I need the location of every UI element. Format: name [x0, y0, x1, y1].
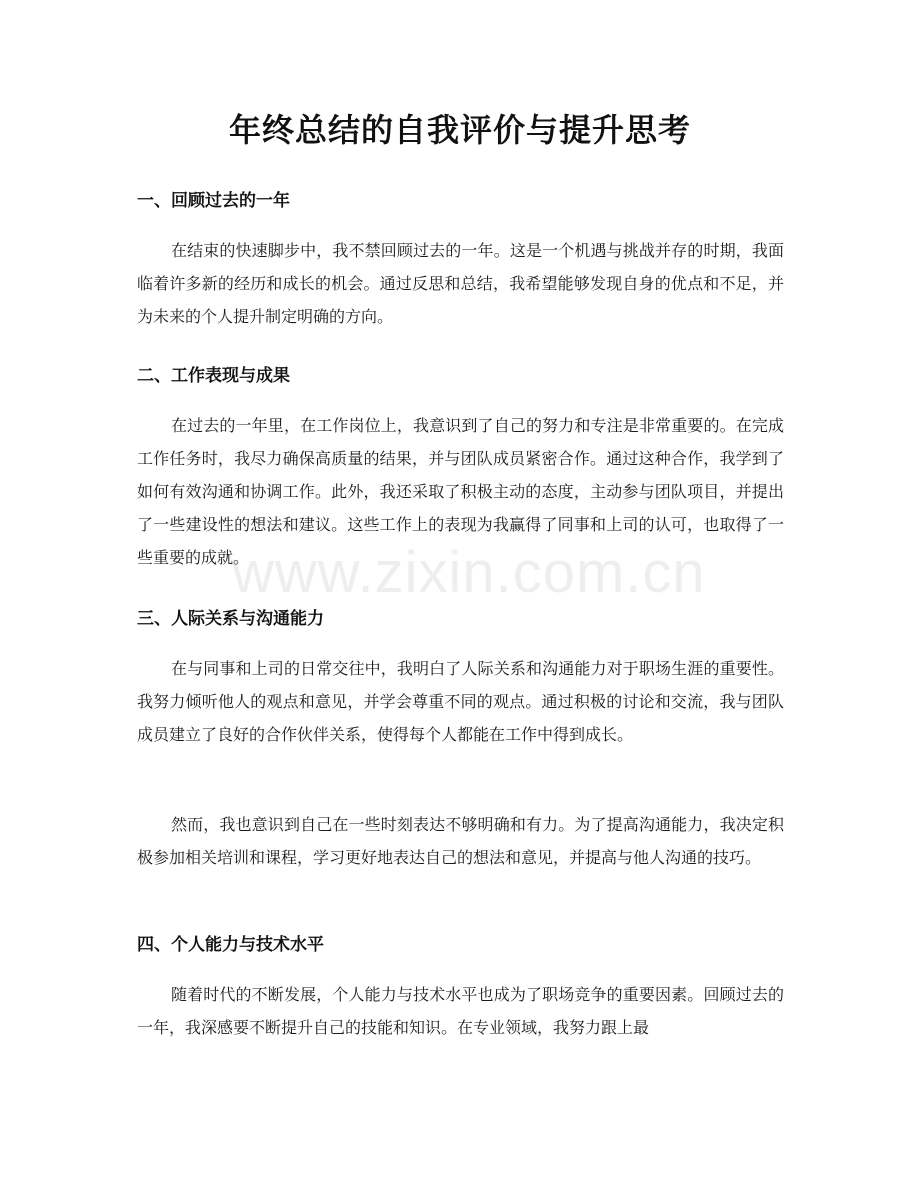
section-3-paragraph-1: 在与同事和上司的日常交往中，我明白了人际关系和沟通能力对于职场生涯的重要性。我努力倾听他人的观点和意见，并学会尊重不同的观点。通过积极的讨论和交流，我与团队成员建立了良好的合作伙伴关系，使得每个人都能在工作中得到成长。 [137, 659, 784, 744]
section-heading-1: 一、回顾过去的一年 [137, 191, 290, 211]
section-heading-3: 三、人际关系与沟通能力 [137, 609, 324, 629]
document-title: 年终总结的自我评价与提升思考 [228, 111, 691, 149]
watermark: www.zixin.com.cn [232, 540, 706, 605]
section-heading-4: 四、个人能力与技术水平 [137, 935, 324, 955]
section-2-paragraph-1: 在过去的一年里，在工作岗位上，我意识到了自己的努力和专注是非常重要的。在完成工作任务时，我尽力确保高质量的结果，并与团队成员紧密合作。通过这种合作，我学到了如何有效沟通和协调工作。此外，我还采取了积极主动的态度，主动参与团队项目，并提出了一些建设性的想法和建议。这些工作上的表现为我赢得了同事和上司的认可，也取得了一些重要的成就。 [137, 416, 784, 567]
section-4-paragraph-1: 随着时代的不断发展，个人能力与技术水平也成为了职场竞争的重要因素。回顾过去的一年，我深感要不断提升自己的技能和知识。在专业领域，我努力跟上最 [137, 985, 784, 1037]
section-3-paragraph-2: 然而，我也意识到自己在一些时刻表达不够明确和有力。为了提高沟通能力，我决定积极参加相关培训和课程，学习更好地表达自己的想法和意见，并提高与他人沟通的技巧。 [137, 815, 784, 867]
section-heading-2: 二、工作表现与成果 [137, 366, 290, 386]
section-1-paragraph-1: 在结束的快速脚步中，我不禁回顾过去的一年。这是一个机遇与挑战并存的时期，我面临着许多新的经历和成长的机会。通过反思和总结，我希望能够发现自身的优点和不足，并为未来的个人提升制定明确的方向。 [137, 241, 784, 326]
